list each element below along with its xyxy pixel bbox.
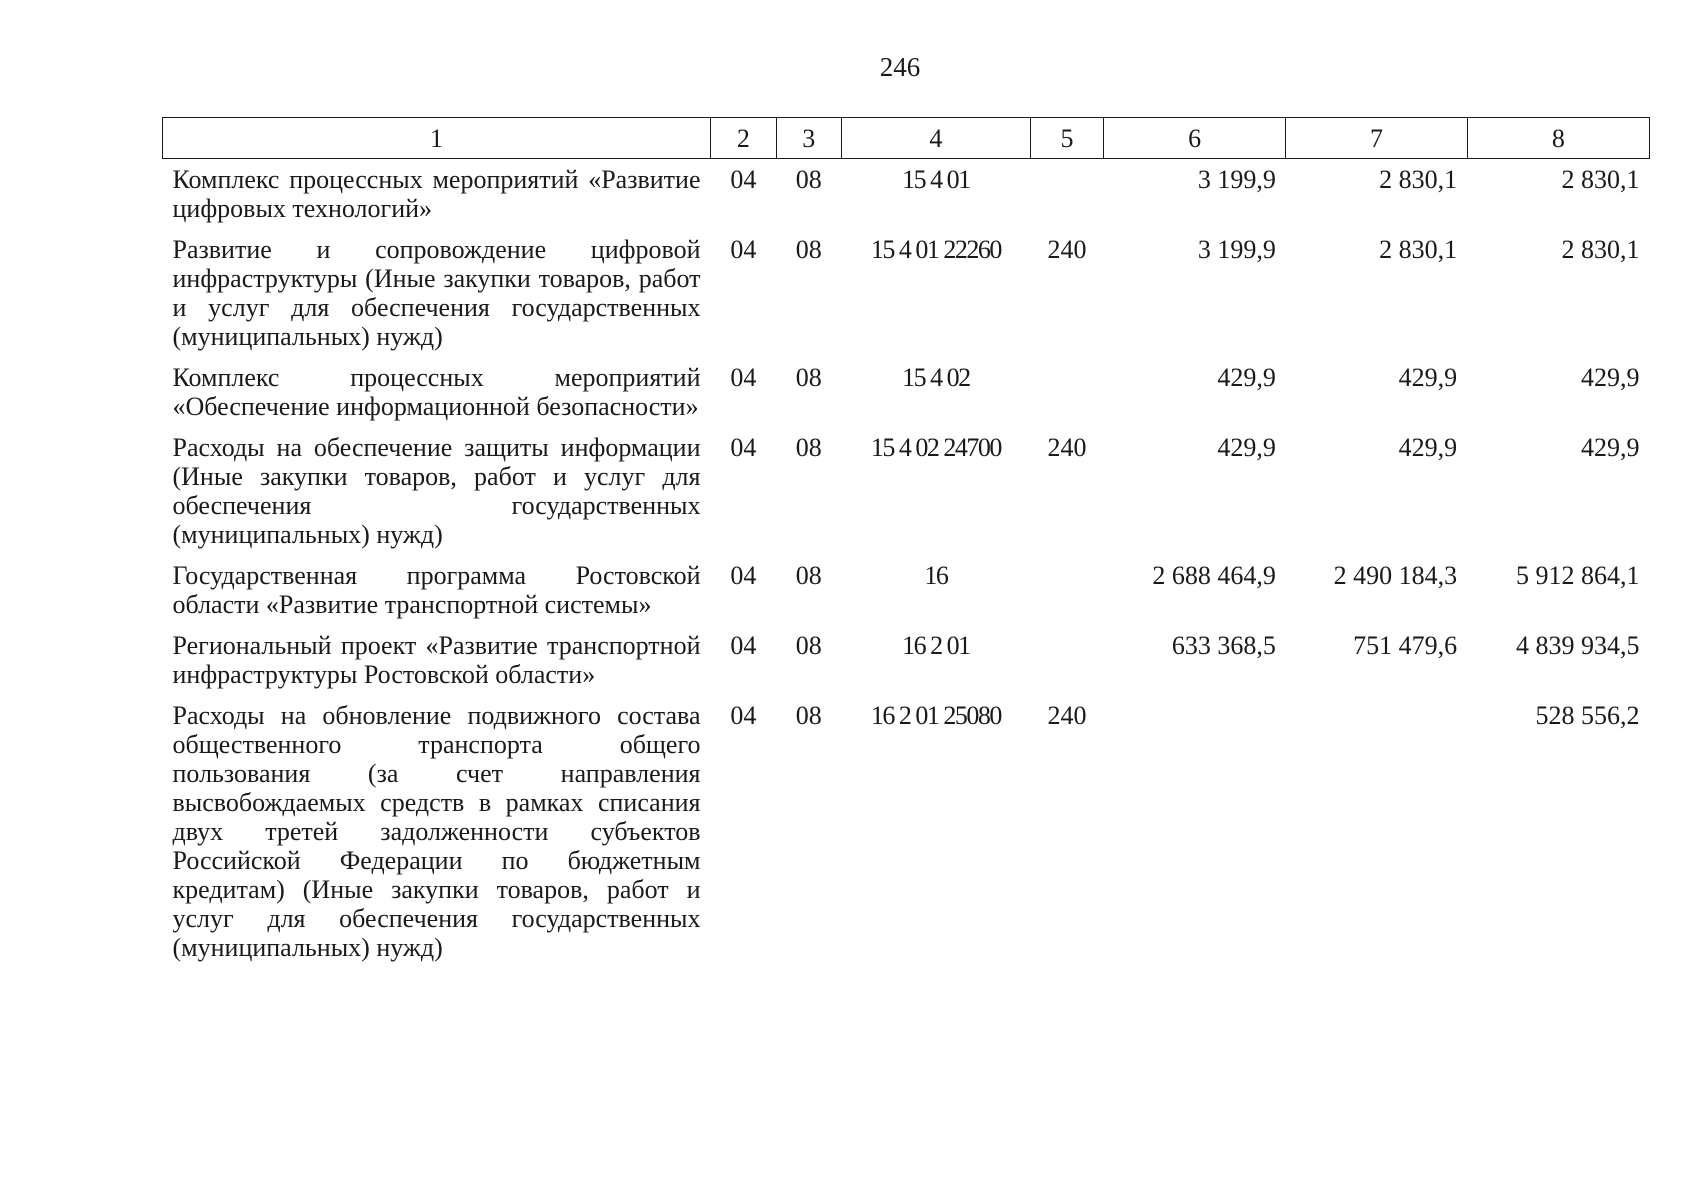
expense-type-code: 240 <box>1047 235 1087 264</box>
amount-col-6: 3 199,9 <box>1197 235 1276 264</box>
amount-col-8: 4 839 934,5 <box>1516 631 1640 660</box>
amount-col-7: 429,9 <box>1398 433 1458 462</box>
section-code: 04 <box>730 363 757 392</box>
amount-col-6 <box>1103 695 1285 968</box>
target-article-code: 16 2 01 25080 <box>870 701 1001 730</box>
row-name: Развитие и сопровождение цифровой инфраструктуры (Иные закупки товаров, работ и услуг для обеспечения государственных (муниципальных) нужд) <box>172 235 701 351</box>
expense-type-code: 240 <box>1047 433 1087 462</box>
amount-col-8: 429,9 <box>1581 363 1640 392</box>
header-row <box>163 118 1650 159</box>
row-name: Комплекс процессных мероприятий «Развитие цифровых технологий» <box>172 165 701 223</box>
column-header: 6 <box>1103 118 1285 159</box>
expense-type-code: 240 <box>1047 701 1087 730</box>
budget-table <box>162 117 1650 968</box>
table-row <box>163 427 1650 555</box>
column-header: 3 <box>776 118 841 159</box>
amount-col-6: 3 199,9 <box>1197 165 1276 194</box>
amount-col-8: 2 830,1 <box>1561 235 1640 264</box>
amount-col-8: 528 556,2 <box>1535 701 1640 730</box>
section-code: 04 <box>730 165 757 194</box>
section-code: 04 <box>730 631 757 660</box>
amount-col-6: 2 688 464,9 <box>1152 561 1276 590</box>
table-row <box>163 555 1650 625</box>
column-header: 1 <box>163 118 711 159</box>
table-row <box>163 229 1650 357</box>
expense-type-code <box>1031 159 1104 230</box>
page-number: 246 <box>879 52 921 82</box>
amount-col-8: 429,9 <box>1581 433 1640 462</box>
column-header: 4 <box>841 118 1030 159</box>
section-code: 04 <box>730 235 757 264</box>
section-code: 04 <box>730 561 757 590</box>
column-header: 8 <box>1467 118 1649 159</box>
column-header: 7 <box>1286 118 1467 159</box>
expense-type-code <box>1031 357 1104 427</box>
row-name: Комплекс процессных мероприятий «Обеспечение информационной безопасности» <box>172 363 701 421</box>
amount-col-7 <box>1286 695 1467 968</box>
target-article-code: 15 4 02 <box>902 363 970 392</box>
amount-col-8: 5 912 864,1 <box>1516 561 1640 590</box>
amount-col-7: 2 830,1 <box>1379 235 1458 264</box>
row-name: Региональный проект «Развитие транспортной инфраструктуры Ростовской области» <box>172 631 701 689</box>
row-name: Расходы на обновление подвижного состава общественного транспорта общего пользования (за счет направления высвобождаемых средств в рамках списания двух третей задолженности субъектов Российской Федерации по бюджетным кредитам) (Иные закупки товаров, работ и услуг для обеспечения государственных (муниципальных) нужд) <box>172 701 701 962</box>
subsection-code: 08 <box>795 701 822 730</box>
row-name: Государственная программа Ростовской области «Развитие транспортной системы» <box>172 561 701 619</box>
target-article-code: 16 <box>924 561 948 590</box>
amount-col-6: 429,9 <box>1217 433 1276 462</box>
section-code: 04 <box>730 433 757 462</box>
expense-type-code <box>1031 625 1104 695</box>
subsection-code: 08 <box>795 433 822 462</box>
subsection-code: 08 <box>795 561 822 590</box>
subsection-code: 08 <box>795 631 822 660</box>
amount-col-6: 429,9 <box>1217 363 1276 392</box>
amount-col-7: 2 830,1 <box>1379 165 1458 194</box>
subsection-code: 08 <box>795 363 822 392</box>
amount-col-7: 2 490 184,3 <box>1333 561 1458 590</box>
target-article-code: 16 2 01 <box>902 631 970 660</box>
amount-col-7: 429,9 <box>1398 363 1458 392</box>
target-article-code: 15 4 02 24700 <box>870 433 1001 462</box>
table-row <box>163 625 1650 695</box>
expense-type-code <box>1031 555 1104 625</box>
amount-col-7: 751 479,6 <box>1353 631 1458 660</box>
amount-col-6: 633 368,5 <box>1171 631 1276 660</box>
column-header: 5 <box>1031 118 1104 159</box>
amount-col-8: 2 830,1 <box>1561 165 1640 194</box>
target-article-code: 15 4 01 <box>902 165 970 194</box>
subsection-code: 08 <box>795 165 822 194</box>
section-code: 04 <box>730 701 757 730</box>
row-name: Расходы на обеспечение защиты информации (Иные закупки товаров, работ и услуг для обеспечения государственных (муниципальных) нужд) <box>172 433 701 549</box>
table-row <box>163 159 1650 230</box>
table-row <box>163 695 1650 968</box>
subsection-code: 08 <box>795 235 822 264</box>
target-article-code: 15 4 01 22260 <box>870 235 1001 264</box>
column-header: 2 <box>711 118 777 159</box>
table-row <box>163 357 1650 427</box>
